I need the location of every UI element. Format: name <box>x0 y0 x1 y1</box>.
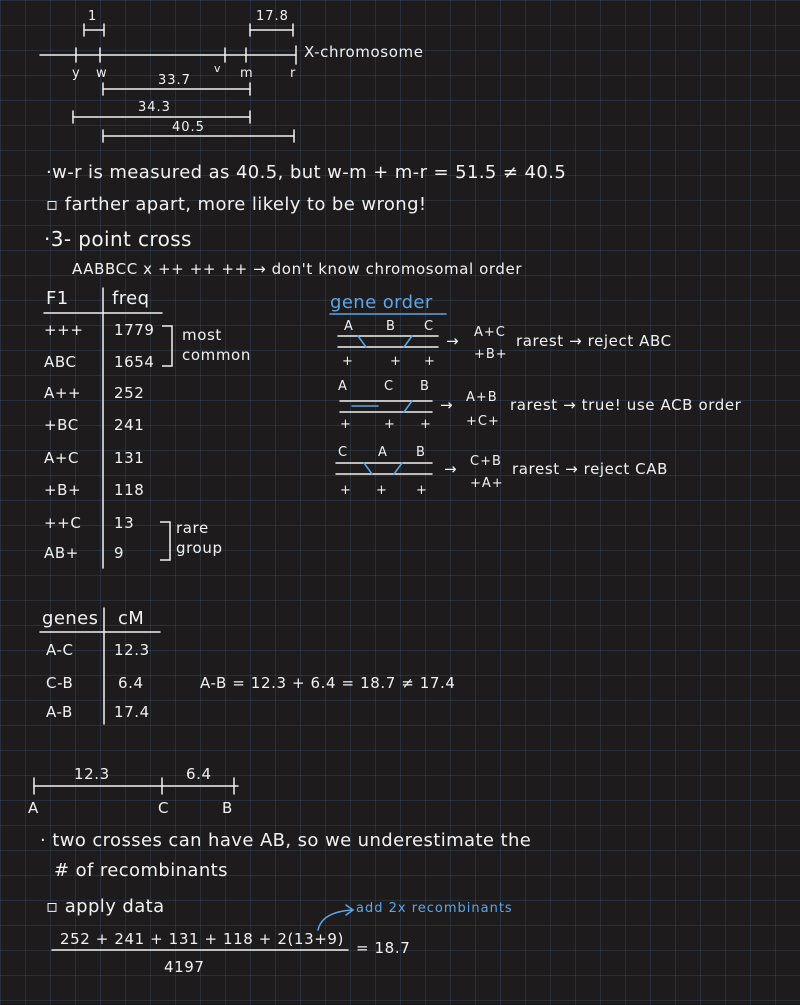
table-row-freq: 131 <box>114 449 145 467</box>
gene-letter: B <box>420 379 430 394</box>
section-heading-3-point-cross: ·3- point cross <box>44 227 192 251</box>
recombinant-result-1: A+B <box>466 390 498 405</box>
table-row-freq: 13 <box>114 514 135 532</box>
table-row-freq: 118 <box>114 481 145 499</box>
recombinant-result-1: C+B <box>470 454 502 469</box>
freq-header: freq <box>112 288 150 309</box>
table-row-genotype: +++ <box>44 321 84 339</box>
recombinant-result-2: +B+ <box>474 347 508 362</box>
arrow: → <box>444 460 458 478</box>
table-row-freq: 241 <box>114 416 145 434</box>
table-row-genotype: +BC <box>44 416 79 434</box>
cross-description: AABBCC x ++ ++ ++ → don't know chromosomal order <box>72 260 523 278</box>
table-row-genotype: ABC <box>44 353 77 371</box>
table-row-genes: A-C <box>46 641 74 659</box>
wild-allele: + <box>390 354 402 369</box>
gene-letter: B <box>386 319 396 334</box>
recombinant-result-2: +A+ <box>470 476 504 491</box>
wild-allele: + <box>416 483 428 498</box>
table-row-freq: 1779 <box>114 321 155 339</box>
table-row-genotype: A+C <box>44 449 80 467</box>
locus-B: B <box>222 799 233 817</box>
wild-allele: + <box>376 483 388 498</box>
note-line-2: ▫ farther apart, more likely to be wrong! <box>46 194 427 215</box>
gene-letter: A <box>338 379 348 394</box>
f1-header: F1 <box>46 288 69 309</box>
order-verdict: rarest → reject CAB <box>512 460 669 478</box>
table-row-freq: 9 <box>114 544 125 562</box>
gene-letter: C <box>338 445 349 460</box>
recombinant-result-1: A+C <box>474 325 506 340</box>
locus-y: y <box>72 66 81 81</box>
interval-label-1: 1 <box>88 9 98 24</box>
gene-letter: A <box>378 445 388 460</box>
distance-33-7: 33.7 <box>158 73 191 88</box>
distance-equation: A-B = 12.3 + 6.4 = 18.7 ≠ 17.4 <box>200 674 456 692</box>
arrow: → <box>446 332 460 350</box>
locus-w: w <box>96 66 108 81</box>
chromosome-label: X-chromosome <box>304 43 424 61</box>
most-common-label-2: common <box>182 346 251 364</box>
wild-allele: + <box>340 417 352 432</box>
distance-34-3: 34.3 <box>138 100 171 115</box>
fraction-numerator: 252 + 241 + 131 + 118 + 2(13+9) <box>60 930 344 948</box>
table-row-genes: A-B <box>46 703 73 721</box>
rare-label-2: group <box>176 539 223 557</box>
wild-allele: + <box>420 417 432 432</box>
locus-A: A <box>28 799 39 817</box>
note-line-1: ·w-r is measured as 40.5, but w-m + m-r = 51.5 ≠ 40.5 <box>46 162 567 183</box>
gene-letter: C <box>384 379 395 394</box>
annotation-add-recombinants: add 2x recombinants <box>356 901 513 916</box>
final-note-line-1: · two crosses can have AB, so we underestimate the <box>40 830 532 851</box>
wild-allele: + <box>340 483 352 498</box>
wild-allele: + <box>424 354 436 369</box>
genes-header: genes <box>42 608 99 629</box>
rare-label-1: rare <box>176 519 209 537</box>
fraction-denominator: 4197 <box>164 958 205 976</box>
final-note-line-3: ▫ apply data <box>46 896 165 917</box>
wild-allele: + <box>342 354 354 369</box>
gene-letter: A <box>344 319 354 334</box>
distance-6-4: 6.4 <box>186 765 212 783</box>
table-row-genotype: +B+ <box>44 481 82 499</box>
gene-letter: B <box>416 445 426 460</box>
table-row-genotype: AB+ <box>44 544 79 562</box>
distance-12-3: 12.3 <box>74 765 110 783</box>
gene-letter: C <box>424 319 435 334</box>
locus-v: v <box>214 62 222 75</box>
interval-label-17-8: 17.8 <box>256 9 289 24</box>
table-row-freq: 252 <box>114 384 145 402</box>
order-verdict: rarest → reject ABC <box>516 332 672 350</box>
recombinant-result-2: +C+ <box>466 414 500 429</box>
table-row-freq: 1654 <box>114 353 155 371</box>
locus-r: r <box>290 66 297 81</box>
locus-m: m <box>240 66 254 81</box>
final-note-line-2: # of recombinants <box>54 860 228 881</box>
cm-header: cM <box>118 608 145 629</box>
bracket-most-common <box>160 322 184 372</box>
distance-40-5: 40.5 <box>172 120 205 135</box>
fraction-result: = 18.7 <box>356 939 411 957</box>
table-row-cm: 17.4 <box>114 703 150 721</box>
table-row-cm: 6.4 <box>118 674 144 692</box>
table-row-cm: 12.3 <box>114 641 150 659</box>
table-row-genotype: A++ <box>44 384 82 402</box>
wild-allele: + <box>384 417 396 432</box>
locus-C: C <box>158 799 170 817</box>
arrow: → <box>440 396 454 414</box>
most-common-label-1: most <box>182 326 222 344</box>
order-verdict: rarest → true! use ACB order <box>510 396 742 414</box>
gene-order-title: gene order <box>330 292 433 313</box>
table-row-genes: C-B <box>46 674 74 692</box>
table-row-genotype: ++C <box>44 514 82 532</box>
